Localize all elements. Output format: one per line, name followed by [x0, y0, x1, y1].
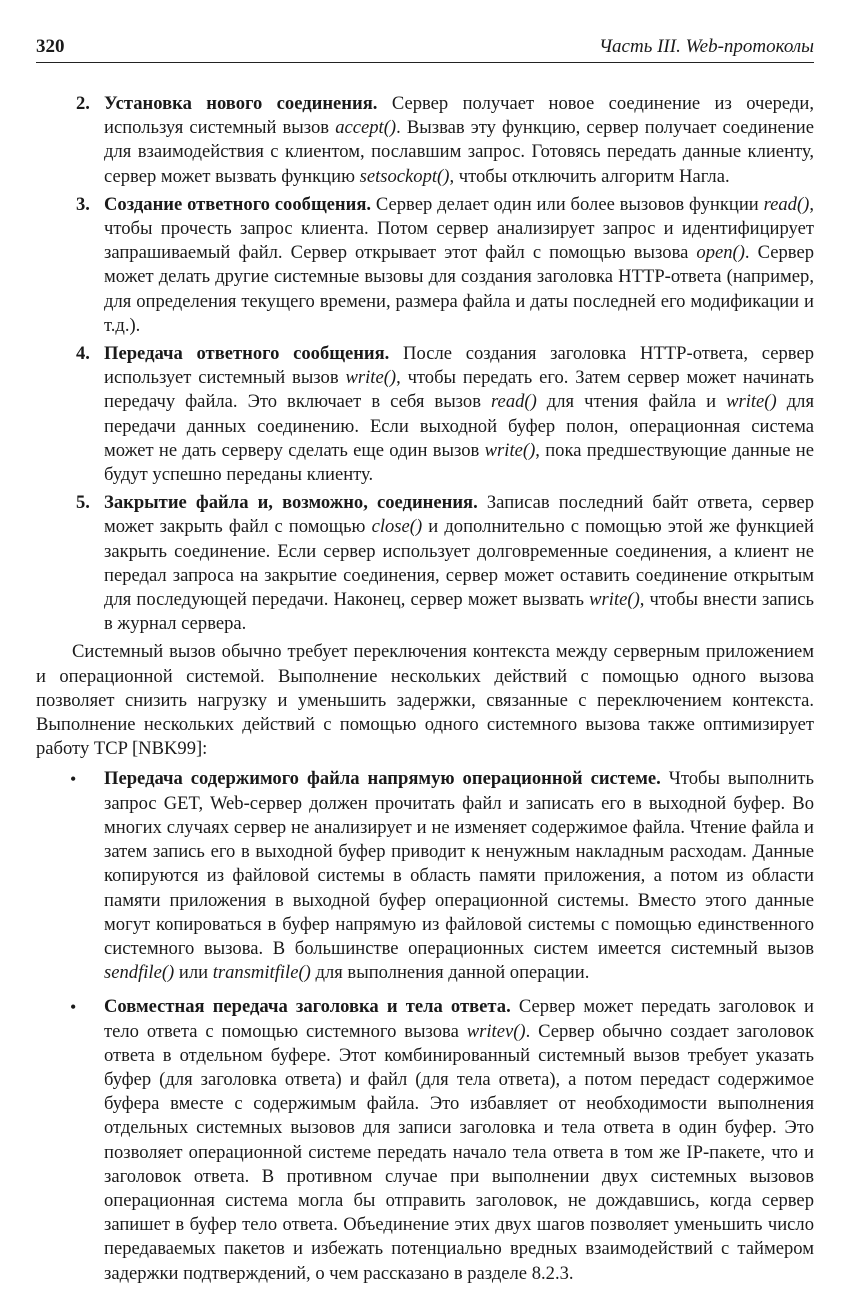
step-number: 2.	[76, 93, 90, 114]
step-text: Сервер делает один или более вызовов функции read(), чтобы прочесть запрос клиента. Потом сервер анализирует запрос и идентифицирует запрашиваемый файл. Сервер открывает этот файл с помощью вызова open(). Сервер может делать другие системные вызовы для создания заголовка HTTP-ответа (например, для определения текущего времени, размера файла и даты последней его модификации и т.д.).	[104, 193, 815, 336]
bullet-list	[36, 767, 814, 1285]
bullet-text: Чтобы выполнить запрос GET, Web-сервер должен прочитать файл и записать его в выходной буфер. Во многих случаях сервер не анализирует и не изменяет содержимое файла. Чтение файла и затем запись его в выходной буфер приводит к ненужным накладным расходам. Данные копируются из файловой системы в область памяти приложения, а потом из области памяти приложения в выходной буфер операционной системы. Вместо этого данные могут копироваться в буфер напрямую из файловой системы с помощью единственного системного вызова. В большинстве операционных систем имеется системный вызов sendfile() или transmitfile() для выполнения данной операции.	[104, 768, 814, 984]
bullet-title: Совместная передача заголовка и тела ответа.	[104, 996, 511, 1018]
bullet-text: Сервер может передать заголовок и тело ответа с помощью системного вызова writev(). Сервер обычно создает заголовок ответа в отдельном буфере. Этот комбинированный системный вызов требует указать буфер (для заголовка ответа) и файл (для тела ответа), а потом передаст содержимое буфера вместе с содержимым файла. Это избавляет от необходимости выполнения отдельных системных вызовов для записи заголовка и тела ответа в один буфер. Это позволяет операционной системе передать начало тела ответа в том же IP-пакете, что и заголовок ответа. В противном случае при выполнении двух системных вызовов операционная система могла бы отправить заголовок, не дождавшись, когда сервер запишет в буфер тело ответа. Объединение этих двух шагов позволяет уменьшить число передаваемых пакетов и избежать потенциально вредных взаимодействий с таймером задержки подтверждений, о чем рассказано в разделе 8.2.3.	[104, 996, 814, 1284]
step-title: Закрытие файла и, возможно, соединения.	[104, 492, 478, 514]
step-number: 4.	[76, 343, 90, 365]
page-body	[36, 92, 814, 1296]
step-number: 3.	[76, 193, 90, 215]
step-title: Установка нового соединения.	[104, 93, 378, 114]
running-title: Часть III. Web-протоколы	[598, 36, 814, 57]
step-item	[36, 92, 814, 189]
page-number: 320	[36, 36, 65, 57]
step-text: После создания заголовка HTTP-ответа, сервер использует системный вызов write(), чтобы передать его. Затем сервер может начинать передачу файла. Это включает в себя вызов read() для чтения файла и write() для передачи данных соединению. Если выходной буфер полон, операционная система может не дать серверу сделать еще один вызов write(), пока предшествующие данные не будут успешно переданы клиенту.	[104, 343, 814, 486]
bullet-item	[36, 767, 814, 985]
step-item	[36, 342, 814, 487]
step-title: Создание ответного сообщения.	[104, 193, 372, 215]
bullet-item	[36, 995, 814, 1285]
step-number: 5.	[76, 492, 90, 514]
bullet-title: Передача содержимого файла напрямую операционной системе.	[104, 768, 661, 790]
bullet-marker: •	[70, 769, 77, 790]
step-item	[36, 491, 814, 636]
bullet-marker: •	[70, 997, 77, 1018]
body-paragraph: Системный вызов обычно требует переключения контекста между серверным приложением и операционной системой. Выполнение нескольких действий с помощью одного вызова позволяет снизить нагрузку и уменьшить задержки, связанные с переключением контекста. Выполнение нескольких действий с помощью одного системного вызова также оптимизирует работу TCP [NBK99]:	[36, 641, 814, 760]
numbered-steps-list	[36, 92, 814, 636]
step-text: Сервер получает новое соединение из очереди, используя системный вызов accept(). Вызвав эту функцию, сервер получает соединение для взаимодействия с клиентом, пославшим запрос. Готовясь передать данные клиенту, сервер может вызвать функцию setsockopt(), чтобы отключить алгоритм Нагла.	[104, 93, 814, 187]
step-item	[36, 193, 814, 338]
page-header	[36, 34, 814, 63]
step-title: Передача ответного сообщения.	[104, 343, 390, 365]
step-text: Записав последний байт ответа, сервер может закрыть файл с помощью close() и дополнительно с помощью этой же функцией закрыть соединение. Если сервер использует долговременные соединения, а клиент не передал запроса на закрытие соединения, сервер может оставить соединение открытым для последующей передачи. Наконец, сервер может вызвать write(), чтобы внести запись в журнал сервера.	[104, 492, 814, 635]
